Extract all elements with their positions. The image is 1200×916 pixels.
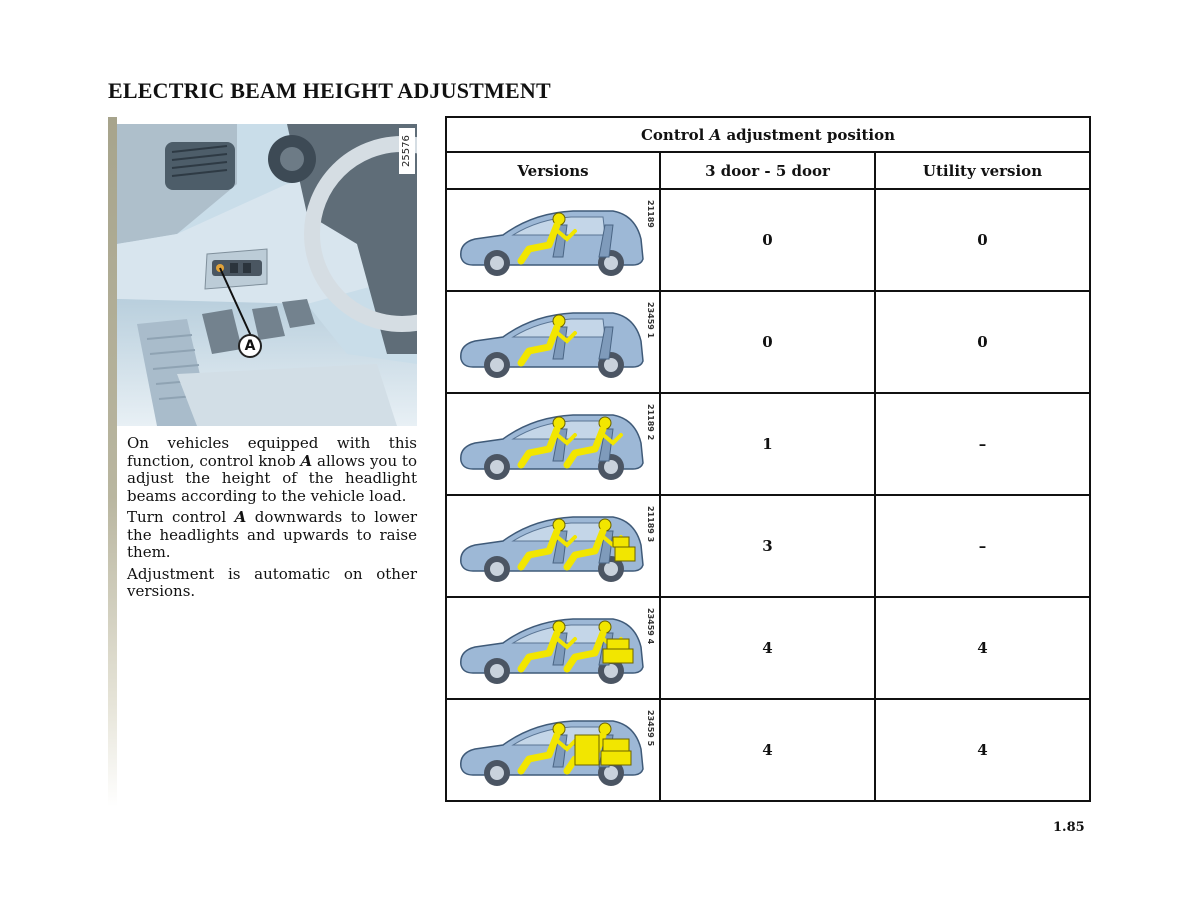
paragraph-1: On vehicles equipped with this function, control knob A allows you to adjust the height of the headlight beams according to the vehicle load. bbox=[127, 434, 417, 505]
table-row bbox=[446, 597, 1090, 699]
car-load-diagram bbox=[453, 501, 653, 591]
car-illustration-cell bbox=[446, 495, 660, 597]
table-caption: Control A adjustment position bbox=[446, 117, 1090, 152]
car-load-diagram bbox=[453, 399, 653, 489]
table-row bbox=[446, 393, 1090, 495]
dashboard-photo bbox=[117, 124, 417, 426]
car-hubcap bbox=[604, 562, 618, 576]
car-hubcap bbox=[490, 358, 504, 372]
car-illustration-cell bbox=[446, 597, 660, 699]
door-value: 1 bbox=[660, 393, 875, 495]
illustration-code: 21189 2 bbox=[646, 404, 655, 441]
description-text bbox=[127, 435, 417, 605]
car-hubcap bbox=[604, 460, 618, 474]
paragraph-3: Adjustment is automatic on other versions. bbox=[127, 564, 417, 600]
utility-value: – bbox=[875, 393, 1090, 495]
car-hubcap bbox=[490, 664, 504, 678]
car-load-diagram bbox=[453, 603, 653, 693]
table-row bbox=[446, 699, 1090, 801]
car-hubcap bbox=[490, 766, 504, 780]
door-value: 4 bbox=[660, 699, 875, 801]
door-value: 0 bbox=[660, 189, 875, 291]
utility-value: 4 bbox=[875, 597, 1090, 699]
utility-value: 0 bbox=[875, 291, 1090, 393]
illustration-code: 21189 bbox=[646, 200, 655, 228]
photo-reference-code: 25576 bbox=[399, 128, 415, 174]
luggage-box bbox=[601, 751, 631, 765]
car-hubcap bbox=[490, 256, 504, 270]
illustration-code: 21189 3 bbox=[646, 506, 655, 543]
table-row bbox=[446, 189, 1090, 291]
door-value: 0 bbox=[660, 291, 875, 393]
car-illustration-cell bbox=[446, 189, 660, 291]
luggage-box bbox=[575, 735, 599, 765]
car-hubcap bbox=[490, 562, 504, 576]
car-illustration-cell bbox=[446, 699, 660, 801]
car-hubcap bbox=[604, 358, 618, 372]
page-title: ELECTRIC BEAM HEIGHT ADJUSTMENT bbox=[108, 78, 551, 103]
header-utility: Utility version bbox=[875, 152, 1090, 189]
table-row bbox=[446, 495, 1090, 597]
paragraph-2: Turn control A downwards to lower the headlights and upwards to raise them. bbox=[127, 508, 418, 561]
decorative-side-bar bbox=[108, 117, 117, 807]
header-door: 3 door - 5 door bbox=[660, 152, 875, 189]
car-load-diagram bbox=[453, 705, 653, 795]
table-row bbox=[446, 291, 1090, 393]
utility-value: – bbox=[875, 495, 1090, 597]
door-value: 4 bbox=[660, 597, 875, 699]
car-hubcap bbox=[604, 766, 618, 780]
dashboard-illustration bbox=[117, 124, 417, 426]
car-hubcap bbox=[490, 460, 504, 474]
luggage-box bbox=[603, 649, 633, 663]
utility-value: 4 bbox=[875, 699, 1090, 801]
door-value: 3 bbox=[660, 495, 875, 597]
car-hubcap bbox=[604, 256, 618, 270]
car-load-diagram bbox=[453, 195, 653, 285]
callout-a-label: A bbox=[238, 334, 262, 358]
luggage-box bbox=[615, 547, 635, 561]
car-illustration-cell bbox=[446, 393, 660, 495]
header-versions: Versions bbox=[446, 152, 660, 189]
illustration-code: 23459 4 bbox=[646, 608, 655, 645]
utility-value: 0 bbox=[875, 189, 1090, 291]
luggage-box bbox=[603, 739, 629, 751]
illustration-code: 23459 5 bbox=[646, 710, 655, 747]
illustration-code: 23459 1 bbox=[646, 302, 655, 339]
adjustment-table bbox=[445, 116, 1091, 802]
luggage-box bbox=[607, 639, 629, 649]
car-load-diagram bbox=[453, 297, 653, 387]
car-illustration-cell bbox=[446, 291, 660, 393]
page-number: 1.85 bbox=[1053, 820, 1085, 835]
luggage-box bbox=[613, 537, 629, 547]
car-hubcap bbox=[604, 664, 618, 678]
